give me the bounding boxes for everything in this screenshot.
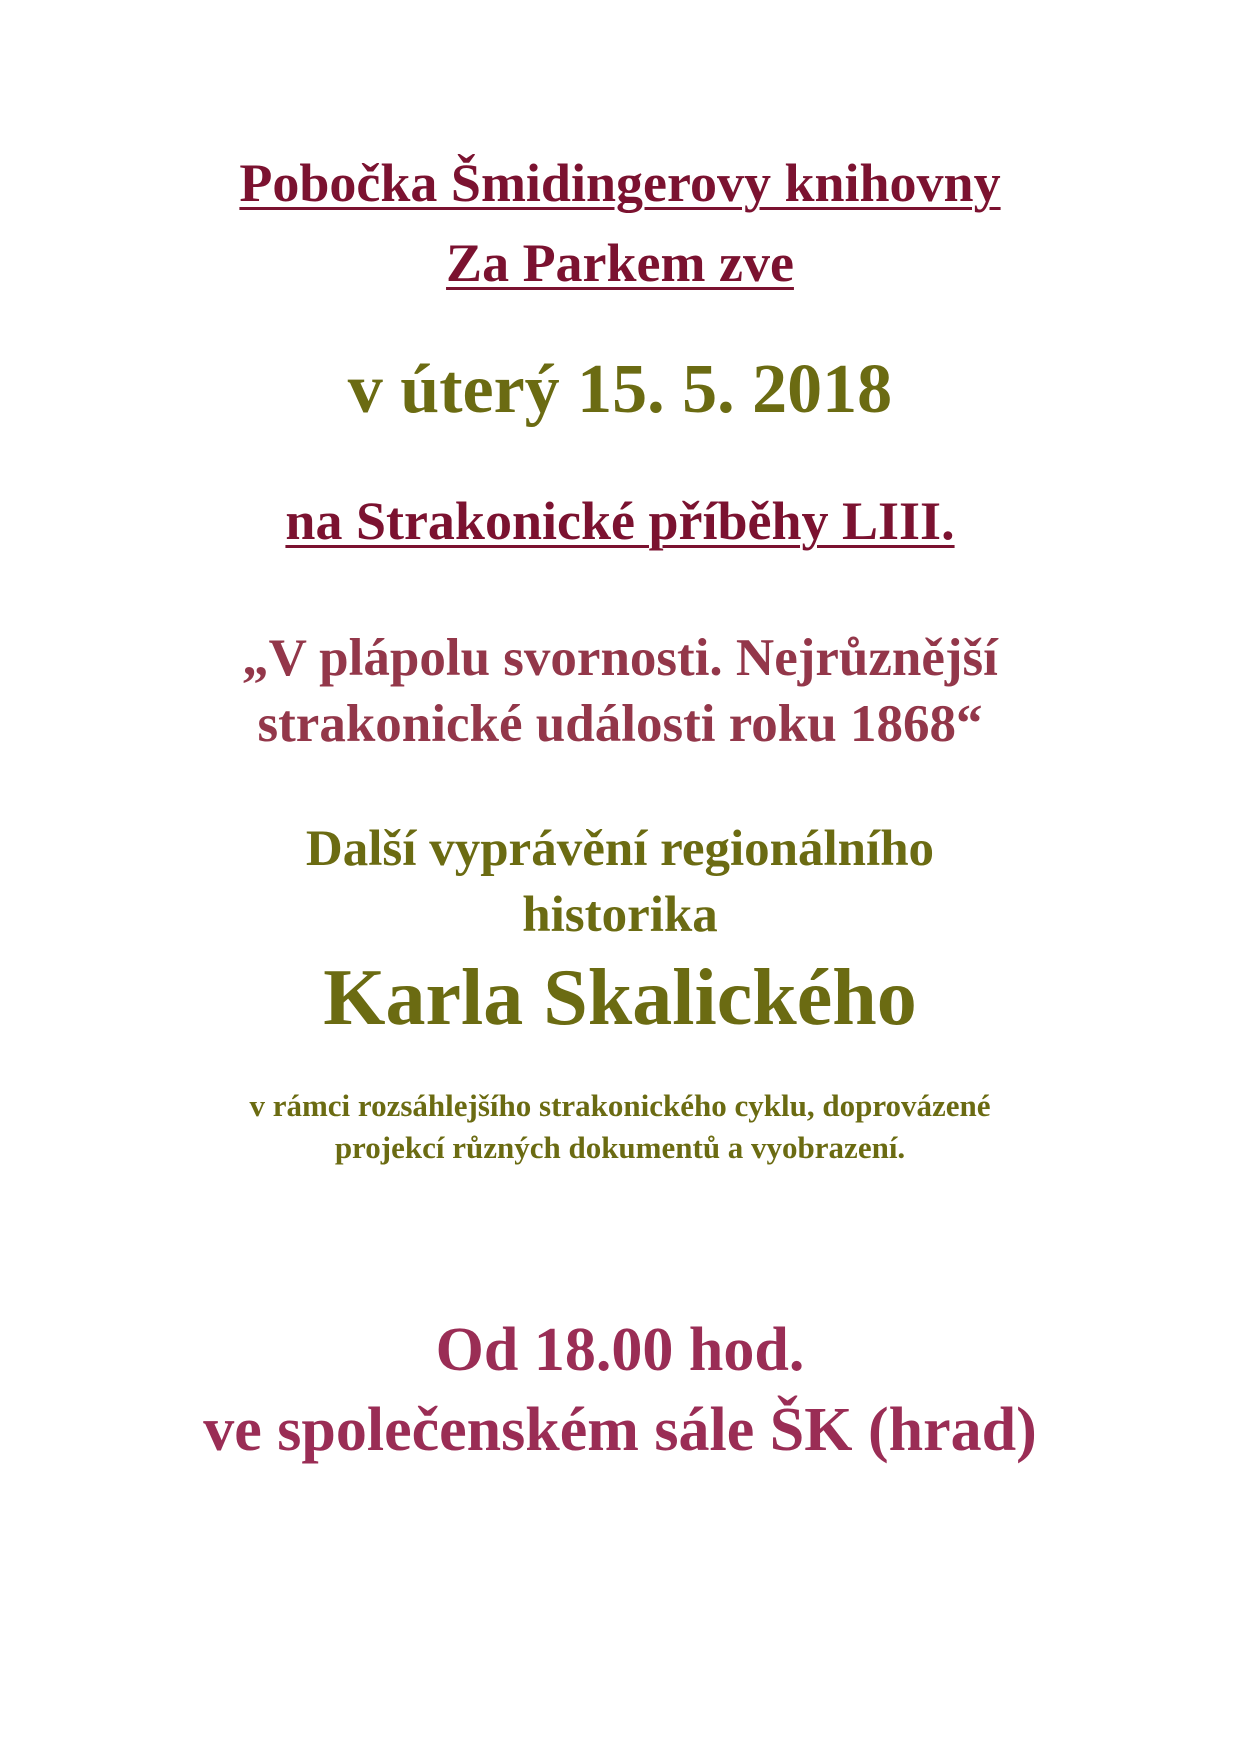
event-time: Od 18.00 hod. (435, 1316, 805, 1384)
note-line-1: v rámci rozsáhlejšího strakonického cyklu, doprovázené (249, 1088, 991, 1123)
event-date: v úterý 15. 5. 2018 (347, 351, 893, 428)
description-line-2: historika (522, 887, 718, 943)
heading-line-2 (0, 230, 1240, 296)
series-name (0, 488, 1240, 554)
talk-title-line-2: strakonické události roku 1868“ (257, 695, 983, 753)
speaker-name: Karla Skalického (323, 954, 917, 1042)
heading-line-2-text: Za Parkem zve (446, 233, 794, 293)
series-name-text: na Strakonické příběhy LIII. (285, 491, 955, 551)
heading-line-1 (0, 150, 1240, 216)
heading-line-1-text: Pobočka Šmidingerovy knihovny (239, 153, 1001, 213)
event-venue: ve společenském sále ŠK (hrad) (203, 1396, 1037, 1464)
talk-title-line-1: „V plápolu svornosti. Nejrůznější (242, 629, 998, 687)
note-line-2: projekcí různých dokumentů a vyobrazení. (334, 1130, 906, 1165)
description-line-1: Další vyprávění regionálního (305, 821, 935, 877)
